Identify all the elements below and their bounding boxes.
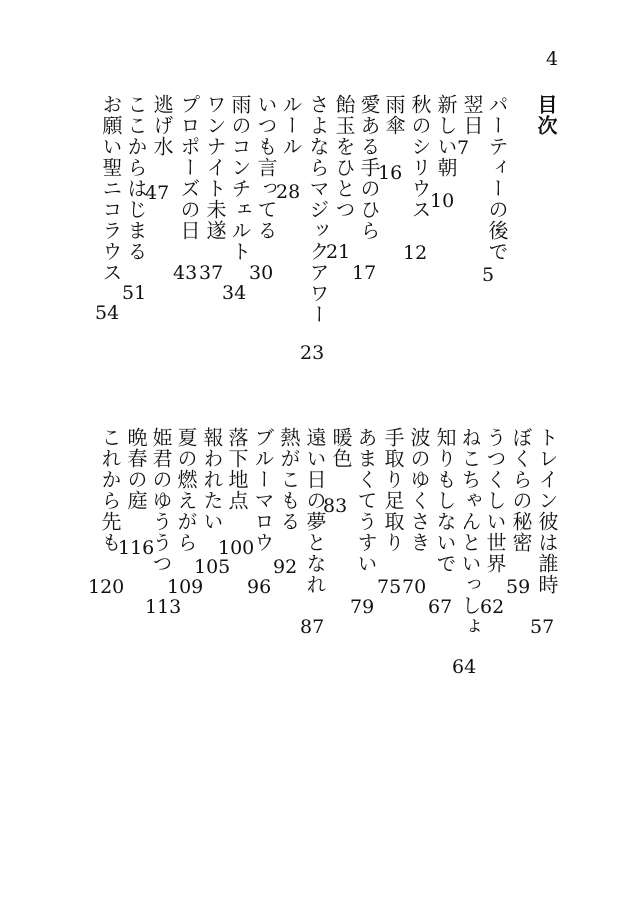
toc-entry-title: さよならマジックアワー xyxy=(306,94,330,325)
toc-entry-title: 秋のシリウス xyxy=(408,94,432,220)
toc-entry-title: 晩春の庭 xyxy=(124,427,148,511)
toc-entry-title: 手取り足取り xyxy=(381,427,405,553)
toc-heading: 目次 xyxy=(534,94,558,136)
toc-entry-page: 100 xyxy=(218,537,255,559)
toc-entry-page: 59 xyxy=(506,576,531,598)
toc-entry-title: ねこちゃんといっしょ xyxy=(458,427,482,637)
toc-entry-page: 79 xyxy=(350,596,375,618)
toc-entry-page: 57 xyxy=(530,616,555,638)
toc-entry-page: 75 xyxy=(377,576,402,598)
toc-entry-page: 62 xyxy=(480,596,505,618)
toc-entry-page: 17 xyxy=(352,262,377,284)
toc-entry-page: 105 xyxy=(194,556,231,578)
toc-entry-title: 熱がこもる xyxy=(277,427,301,532)
toc-entry-title: 落下地点 xyxy=(225,427,249,511)
toc-entry-title: 翌日 xyxy=(460,94,484,136)
toc-entry-page: 23 xyxy=(300,342,325,364)
toc-entry-page: 116 xyxy=(118,537,155,559)
toc-entry-title: 知りもしないで xyxy=(433,427,457,574)
toc-entry-title: 飴玉をひとつ xyxy=(332,94,356,220)
toc-entry-title: 逃げ水 xyxy=(150,94,174,157)
page-number: 4 xyxy=(546,48,559,70)
toc-entry-page: 43 xyxy=(173,262,198,284)
toc-entry-title: トレイン彼は誰時 xyxy=(535,427,559,595)
toc-entry-title: 新しい朝 xyxy=(434,94,458,178)
toc-entry-title: プロポーズの日 xyxy=(177,94,201,241)
toc-entry-page: 16 xyxy=(378,162,403,184)
toc-entry-title: ブルーマロウ xyxy=(251,427,275,553)
toc-entry-page: 47 xyxy=(145,182,170,204)
toc-entry-title: ぼくらの秘密 xyxy=(509,427,533,553)
toc-entry-page: 92 xyxy=(273,556,298,578)
toc-entry-page: 12 xyxy=(403,242,428,264)
toc-entry-title: ワンナイト未遂 xyxy=(203,94,227,241)
toc-entry-title: いつも言ってる xyxy=(254,94,278,241)
toc-entry-title: パーティーの後で xyxy=(485,94,509,262)
toc-entry-title: ルール xyxy=(279,94,303,157)
toc-entry-page: 54 xyxy=(95,302,120,324)
toc-entry-page: 7 xyxy=(457,137,470,159)
toc-entry-title: ここからはじまる xyxy=(124,94,148,262)
toc-entry-page: 109 xyxy=(167,576,204,598)
toc-entry-title: 夏の燃えがら xyxy=(174,427,198,553)
toc-entry-page: 87 xyxy=(300,616,325,638)
toc-entry-page: 5 xyxy=(482,264,495,286)
toc-entry-page: 10 xyxy=(430,190,455,212)
toc-entry-title: 波のゆくさき xyxy=(407,427,431,553)
toc-entry-title: 遠い日の夢となれ xyxy=(303,427,327,595)
toc-entry-page: 64 xyxy=(452,656,477,678)
toc-entry-title: あまくてうすい xyxy=(354,427,378,574)
toc-entry-title: これから先も xyxy=(98,427,122,553)
toc-entry-page: 28 xyxy=(276,181,301,203)
toc-entry-page: 67 xyxy=(428,596,453,618)
toc-entry-title: 姫君のゆううつ xyxy=(149,427,173,574)
toc-entry-title: うつくしい世界 xyxy=(483,427,507,574)
toc-entry-page: 70 xyxy=(402,576,427,598)
toc-entry-page: 83 xyxy=(323,495,348,517)
toc-entry-page: 120 xyxy=(88,576,125,598)
toc-entry-page: 30 xyxy=(249,262,274,284)
toc-entry-page: 21 xyxy=(326,241,351,263)
toc-entry-title: 雨傘 xyxy=(382,94,406,136)
toc-entry-title: お願い聖ニコラウス xyxy=(99,94,123,283)
toc-entry-title: 暖色 xyxy=(329,427,353,469)
toc-entry-page: 51 xyxy=(122,282,147,304)
toc-entry-page: 34 xyxy=(222,282,247,304)
toc-entry-page: 113 xyxy=(145,596,182,618)
toc-entry-title: 報われたい xyxy=(200,427,224,532)
toc-entry-title: 雨のコンチェルト xyxy=(228,94,252,262)
toc-entry-page: 37 xyxy=(199,262,224,284)
toc-entry-page: 96 xyxy=(247,576,272,598)
toc-entry-title: 愛ある手のひら xyxy=(357,94,381,241)
